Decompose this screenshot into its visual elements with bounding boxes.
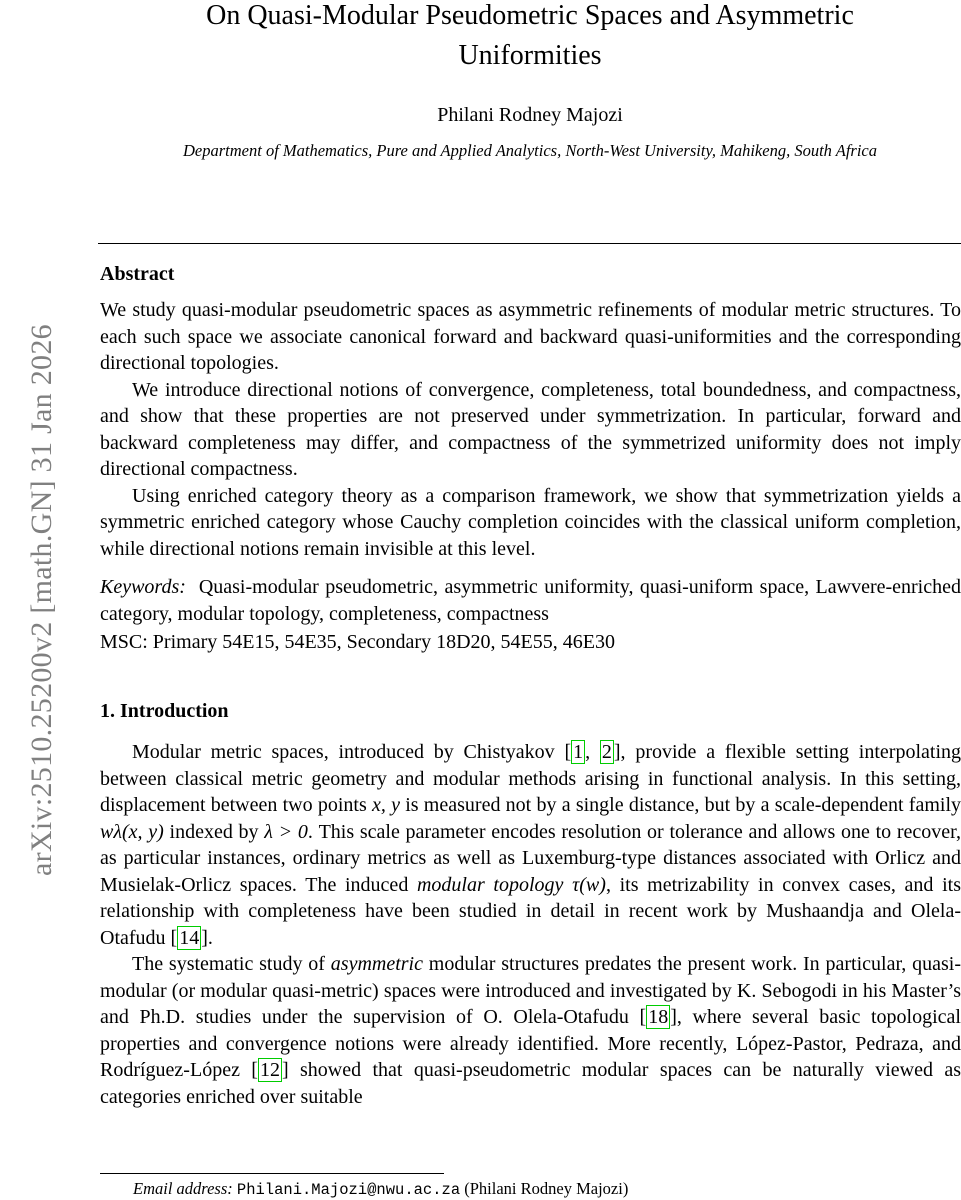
title-line-2: Uniformities [458,40,602,71]
keywords-label: Keywords: [100,576,186,598]
footnote-name: (Philani Rodney Majozi) [464,1179,629,1198]
author-name: Philani Rodney Majozi [437,104,623,126]
citation-link[interactable]: 12 [259,1059,280,1081]
footnote-rule [100,1173,444,1174]
keywords-block [100,574,961,627]
abstract-top-rule [98,243,961,244]
abstract-paragraph-3: Using enriched category theory as a comparison framework, we show that symmetrization yields a symmetric enriched category whose Cauchy completion coincides with the classical uniform completion, while directional notions remain invisible at this level. [100,484,961,560]
citation-link[interactable]: 1 [573,741,584,763]
introduction-body [100,739,961,1110]
author-affiliation: Department of Mathematics, Pure and Applied Analytics, North-West University, Mahikeng, South Africa [183,141,877,160]
keywords-text: Quasi-modular pseudometric, asymmetric uniformity, quasi-uniform space, Lawvere-enriched category, modular topology, completeness, compactness [100,576,961,625]
title-line-1: On Quasi-Modular Pseudometric Spaces and Asymmetric [206,0,854,31]
footnote-label: Email address: [133,1179,233,1198]
intro-paragraph-2: The systematic study of asymmetric modular structures predates the present work. In particular, quasi-modular (or modular quasi-metric) spaces were introduced and investigated by K. Sebogodi in his Master’s and Ph.D. studies under the supervision of O. Olela-Otafudu [ 18 ], where several basic topological properties and convergence notions were already identified. More recently, López-Pastor, Pedraza, and Rodríguez-López [ 12 ] showed that quasi-pseudometric modular spaces can be naturally viewed as categories enriched over suitable [100,953,961,1108]
arxiv-identifier: arXiv:2510.25200v2 [math.GN] 31 Jan 2026 [25,324,58,876]
citation-link[interactable]: 18 [648,1006,669,1028]
abstract-body [100,297,961,562]
section-heading-introduction: 1. Introduction [100,700,229,722]
abstract-paragraph-1: We study quasi-modular pseudometric spaces as asymmetric refinements of modular metric structures. To each such space we associate canonical forward and backward quasi-uniformities and the corresponding directional topologies. [100,299,961,374]
paper-title [100,0,960,76]
email-link[interactable]: Philani.Majozi@nwu.ac.za [236,1181,461,1199]
footnote-email [133,1179,628,1199]
msc-classification: MSC: Primary 54E15, 54E35, Secondary 18D20, 54E55, 46E30 [100,631,615,653]
citation-link[interactable]: 2 [601,741,612,763]
abstract-heading: Abstract [100,263,175,285]
intro-paragraph-1: Modular metric spaces, introduced by Chistyakov [ 1 , 2 ], provide a flexible setting interpolating between classical metric geometry and modular methods arising in functional analysis. In this setting, displacement between two points x, y is measured not by a single distance, but by a scale-dependent family wλ(x, y) indexed by λ > 0. This scale parameter encodes resolution or tolerance and allows one to recover, as particular instances, ordinary metrics as well as Luxemburg-type distances associated with Orlicz and Musielak-Orlicz spaces. The induced modular topology τ(w), its metrizability in convex cases, and its relationship with completeness have been studied in detail in recent work by Mushaandja and Olela-Otafudu [ 14 ]. [100,741,961,949]
citation-link[interactable]: 14 [179,926,200,949]
abstract-paragraph-2: We introduce directional notions of convergence, completeness, total boundedness, and compactness, and show that these properties are not preserved under symmetrization. In particular, forward and backward completeness may differ, and compactness of the symmetrized uniformity does not imply directional compactness. [100,378,961,480]
